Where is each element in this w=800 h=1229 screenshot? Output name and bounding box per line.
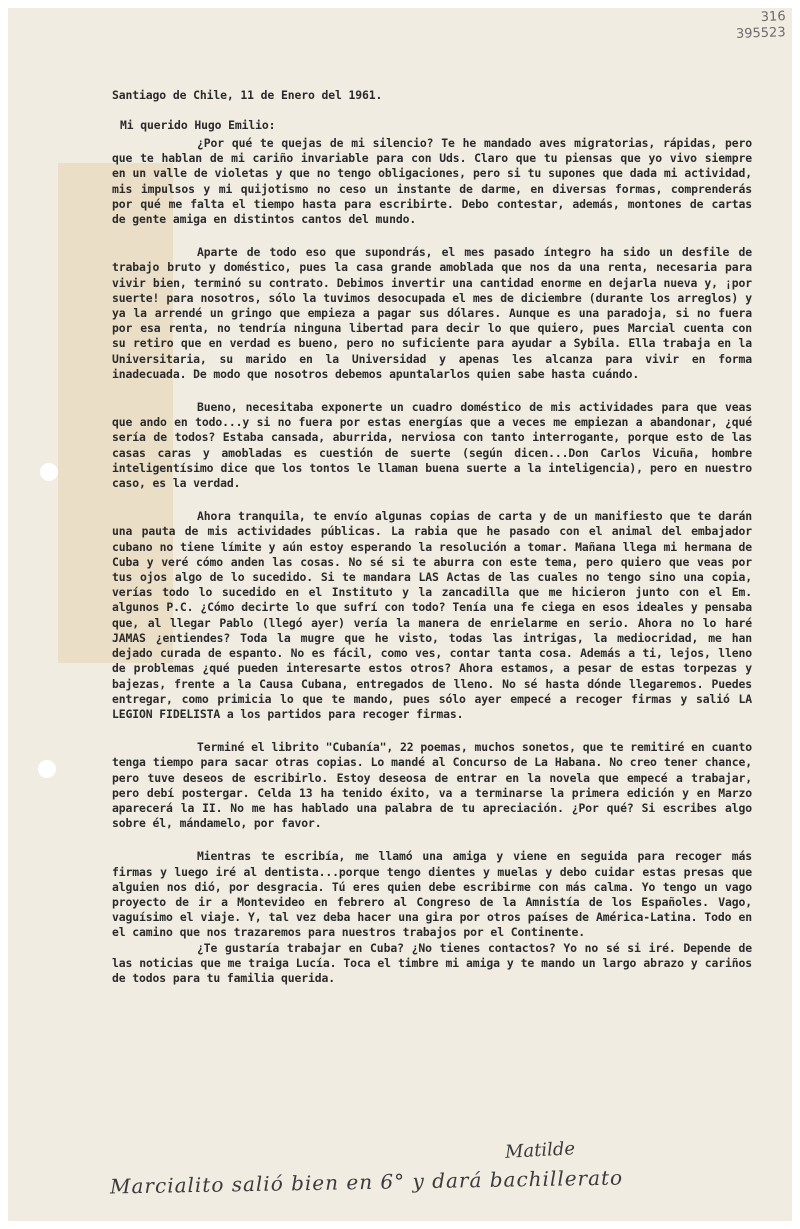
signature: Matilde [504,1138,576,1163]
paragraph-5: Terminé el librito "Cubanía", 22 poemas, muchos sonetos, que te remitiré en cuanto tenga tiempo para sacar otras copias. Lo mandé al Concurso de La Habana. No creo tener chance, pero tuve deseos de escribirlo. Estoy deseosa de entrar en la novela que empecé a trabajar, pero debí postergar. Celda 13 ha tenido éxito, va a terminarse la primera edición y en Marzo aparecerá la II. No me has hablado una palabra de tu apreciación. ¿Por qué? Si escribes algo sobre él, mándamelo, por favor. [112,740,752,831]
paragraph-1: ¿Por qué te quejas de mi silencio? Te he mandado aves migratorias, rápidas, pero que te hablan de mi cariño invariable para con Uds. Claro que tu piensas que yo vivo siempre en un valle de violetas y que no tengo obligaciones, pero si tu supones que dada mi actividad, mis impulsos y mi quijotismo no ceso un instante de darme, en diversas formas, comprenderás por qué me falta el tiempo hasta para escribirte. Debo contestar, además, montones de cartas de gente amiga en distintos cantos del mundo. [112,136,752,227]
catalog-line-2: 395523 [736,25,787,42]
paragraph-3: Bueno, necesitaba exponerte un cuadro doméstico de mis actividades para que veas que ando en todo...y si no fuera por estas energías que a veces me empiezan a abandonar, ¿qué sería de todos? Estaba cansada, aburrida, nerviosa con tanto interrogante, porque esto de las casas caras y amobladas es cuestión de suerte (según dicen...Don Carlos Vicuña, hombre inteligentísimo dice que los tontos le llaman buena suerte a la inteligencia), pero en nuestro caso, es la verdad. [112,400,752,491]
paragraph-7: ¿Te gustaría trabajar en Cuba? ¿No tienes contactos? Yo no sé si iré. Depende de las noticias que me traiga Lucía. Toca el timbre mi amiga y te mando un largo abrazo y cariños de todos para tu familia querida. [112,940,752,985]
paragraph-4: Ahora tranquila, te envío algunas copias de carta y de un manifiesto que te darán una pauta de mis actividades públicas. La rabia que he pasado con el animal del embajador cubano no tiene límite y aún estoy esperando la resolución a tomar. Mañana llega mi hermana de Cuba y veré cómo anden las cosas. No sé si te aburra con este tema, pero quiero que veas por tus ojos algo de lo sucedido. Si te mandara LAS Actas de las cuales no tengo sino una copia, verías todo lo sucedido en el Instituto y la zancadilla que me hicieron junto con el Em. algunos P.C. ¿Cómo decirte lo que sufrí con todo? Tenía una fe ciega en esos ideales y pensaba que, al llegar Pablo (llegó ayer) vería la manera de enrielarme en serio. Ahora no lo haré JAMAS ¿entiendes? Toda la mugre que he visto, todas las intrigas, la mediocridad, me han dejado curada de espanto. No es fácil, como ves, contar tanta cosa. Además a ti, lejos, lleno de problemas ¿qué pueden interesarte estos otros? Ahora estamos, a pesar de estas torpezas y bajezas, frente a la Causa Cubana, entregados de lleno. No sé hasta dónde llegaremos. Puedes entregar, como primicia lo que te mando, pues sólo ayer empecé a recoger firmas y salió LA LEGION FIDELISTA a los partidos para recoger firmas. [112,509,752,721]
paper-hole [40,463,58,481]
handwritten-postscript: Marcialito salió bien en 6° y dará bachillerato [109,1165,624,1199]
catalog-number [736,10,786,42]
paragraph-6: Mientras te escribía, me llamó una amiga y viene en seguida para recoger más firmas y luego iré al dentista...porque tengo dientes y muelas y debo cuidar estas presas que alguien nos dió, por desgracia. Tú eres quien debe escribirme con más calma. Yo tengo un vago proyecto de ir a Montevideo en febrero al Congreso de la Amnistía de los Españoles. Vago, vaguísimo el viaje. Y, tal vez deba hacer una gira por otros países de América-Latina. Todo en el camino que nos trazaremos para nuestros trabajos por el Continente. [112,849,752,940]
catalog-line-1: 316 [760,9,787,25]
paragraph-2: Aparte de todo eso que supondrás, el mes pasado íntegro ha sido un desfile de trabajo bruto y doméstico, pues la casa grande amoblada que nos da una renta, necesaria para vivir bien, terminó su contrato. Debimos invertir una cantidad enorme en dejarla nueva y, ¡por suerte! para nosotros, sólo la tuvimos desocupada el mes de diciembre (durante los arreglos) y ya la arrendé un gringo que empieza a pagar sus dólares. Aunque es una paradoja, si no fuera por esa renta, no tendría ninguna libertad para decir lo que quiero, pues Marcial cuenta con su retiro que en verdad es bueno, pero no suficiente para ayudar a Sybila. Ella trabaja en la Universitaria, su marido en la Universidad y apenas les alcanza para vivir en forma inadecuada. De modo que nosotros debemos apuntalarlos quien sabe hasta cuándo. [112,245,752,381]
paper-hole [38,760,56,778]
letter-body [112,136,752,1004]
letter-heading: Santiago de Chile, 11 de Enero del 1961. [112,88,383,102]
letter-salutation: Mi querido Hugo Emilio: [120,118,276,132]
